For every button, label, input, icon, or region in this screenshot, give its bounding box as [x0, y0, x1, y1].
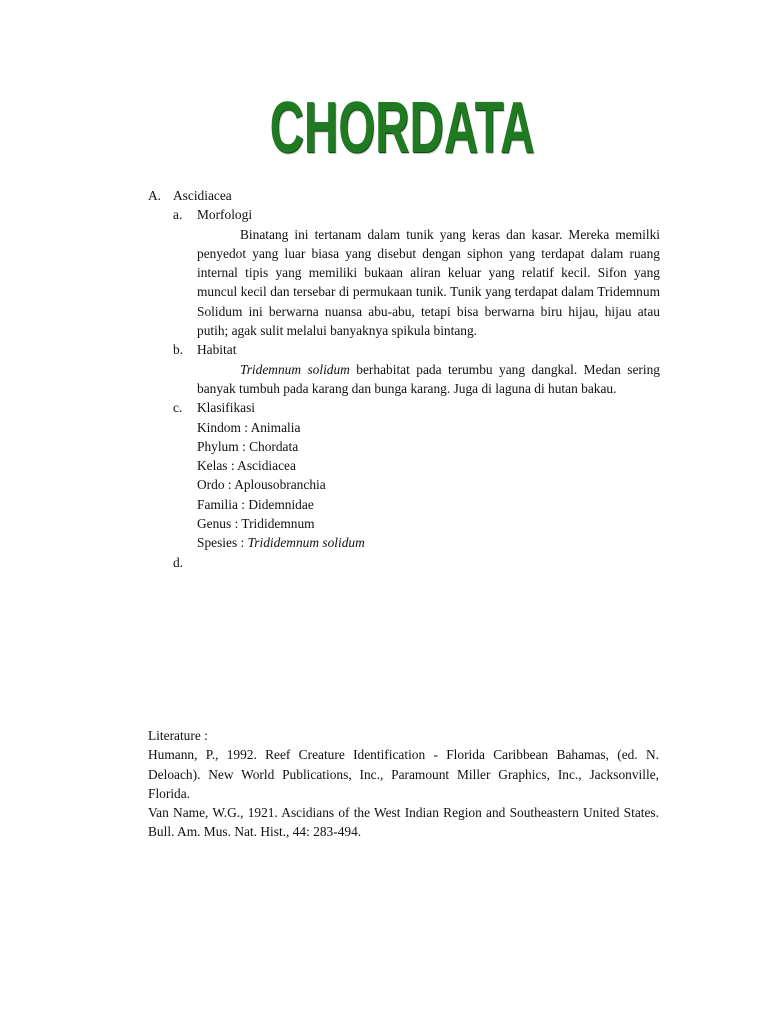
habitat-label: b. [173, 342, 184, 358]
item-d-label: d. [173, 554, 184, 570]
klasifikasi-list [197, 418, 660, 553]
morfologi-text: Binatang ini tertanam dalam tunik yang keras dan kasar. Mereka memilki penyedot yang luar biasa yang disebut dengan siphon yang terdapat dalam ruang internal tipis yang memiliki bukaan aliran keluar yang relatif kecil. Sifon yang muncul kecil dan tersebar di permukaan tunik. Tunik yang terdapat dalam Tridemnum Solidum ini berwarna nuansa abu-abu, tetapi bisa berwarna biru hijau, hijau atau putih; agak sulit melalui banyaknya spikula bintang. [197, 226, 660, 339]
page-title: CHORDATA [269, 88, 535, 168]
klasifikasi-familia: Familia : Didemnidae [197, 496, 314, 512]
klasifikasi-genus: Genus : Trididemnum [197, 516, 315, 532]
section-a-label: A. [148, 188, 162, 203]
klasifikasi-phylum: Phylum : Chordata [197, 438, 299, 454]
literature-heading: Literature : [148, 728, 208, 743]
morfologi-label: a. [173, 207, 183, 223]
habitat-section [173, 340, 660, 359]
klasifikasi-label: c. [173, 400, 183, 416]
literature-section [148, 726, 659, 842]
habitat-species: Tridemnum solidum [240, 361, 350, 377]
klasifikasi-spesies [197, 533, 660, 552]
habitat-text [197, 360, 660, 399]
klasifikasi-kindom: Kindom : Animalia [197, 419, 301, 435]
klasifikasi-ordo: Ordo : Aplousobranchia [197, 477, 326, 493]
klasifikasi-section [173, 398, 660, 417]
section-a-title: Ascidiacea [173, 188, 232, 203]
morfologi-section [173, 205, 660, 224]
spesies-prefix: Spesies : [197, 535, 248, 551]
habitat-title: Habitat [197, 342, 237, 358]
klasifikasi-kelas: Kelas : Ascidiacea [197, 458, 296, 474]
literature-ref-2: Van Name, W.G., 1921. Ascidians of the West Indian Region and Southeastern United States. Bull. Am. Mus. Nat. Hist., 44: 283-494. [148, 805, 659, 840]
habitat-description: berhabitat pada terumbu yang dangkal. Medan sering banyak tumbuh pada karang dan bunga karang. Juga di laguna di hutan bakau. [197, 361, 661, 396]
morfologi-title: Morfologi [197, 207, 253, 223]
item-d-section [173, 553, 660, 572]
spesies-name: Trididemnum solidum [247, 535, 365, 551]
section-a-heading [148, 186, 660, 205]
klasifikasi-title: Klasifikasi [197, 400, 256, 416]
outline-section-a [148, 186, 660, 572]
literature-ref-1: Humann, P., 1992. Reef Creature Identification - Florida Caribbean Bahamas, (ed. N. Deloach). New World Publications, Inc., Paramount Miller Graphics, Inc., Jacksonville, Florida. [148, 747, 659, 801]
